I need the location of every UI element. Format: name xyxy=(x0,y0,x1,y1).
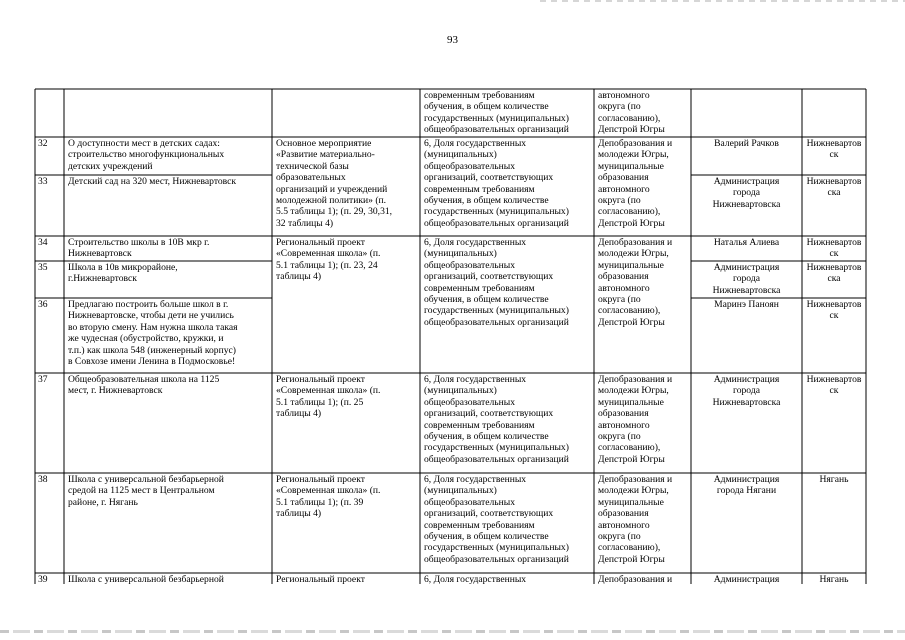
proposal-name: Строительство школы в 10В мкр г. Нижневартовск xyxy=(68,237,210,260)
city-cell: Нижневартов ска xyxy=(806,176,862,199)
row-number: 36 xyxy=(38,299,48,310)
indicator-cell: 6, Доля государственных (муниципальных) общеобразовательных организаций, соответствующих современным требованиям обучения, в общем количестве государственных (муниципальных) общеобразовательных организаций xyxy=(424,138,569,229)
city-cell: Нижневартов ск xyxy=(806,299,862,322)
author-cell: Наталья Алиева xyxy=(713,237,780,248)
proposal-name: Предлагаю построить больше школ в г. Нижневартовске, чтобы дети не учились во вторую смену. Нам нужна школа такая же чудесная (обустройство, кружки, и т.п.) как школа 548 (инженерный корпус) в Совхозе имени Ленина в Подмосковье! xyxy=(68,299,238,368)
row-number: 32 xyxy=(38,138,48,149)
proposal-name: Школа с универсальной безбарьерной средой на 1125 мест в Центральном районе, г. Нягань xyxy=(68,474,224,508)
page-number: 93 xyxy=(447,34,458,46)
proposal-name: Общеобразовательная школа на 1125 мест, г. Нижневартовск xyxy=(68,374,220,397)
executor-cell: Депобразования и xyxy=(598,574,673,585)
indicator-cell-cont: современным требованиям обучения, в общем количестве государственных (муниципальных) общеобразовательных организаций xyxy=(424,90,569,136)
indicator-cell: 6, Доля государственных (муниципальных) общеобразовательных организаций, соответствующих современным требованиям обучения, в общем количестве государственных (муниципальных) общеобразовательных организаций xyxy=(424,474,569,565)
proposal-name: Школа в 10в микрорайоне, г.Нижневартовск xyxy=(68,262,178,285)
author-cell: Администрация города Нижневартовска xyxy=(712,176,781,210)
city-cell: Нижневартов ск xyxy=(806,237,862,260)
event-cell: Региональный проект «Современная школа» (п. 5.1 таблицы 1); (п. 39 таблицы 4) xyxy=(276,474,381,520)
author-cell: Администрация города Нягани xyxy=(713,474,780,497)
event-cell: Региональный проект «Современная школа» (п. 5.1 таблицы 1); (п. 23, 24 таблицы 4) xyxy=(276,237,381,283)
row-number: 35 xyxy=(38,262,48,273)
author-cell: Администрация города Нижневартовска xyxy=(712,374,781,408)
executor-cell-cont: автономного округа (по согласованию), Депстрой Югры xyxy=(598,90,665,136)
author-cell: Маринэ Паноян xyxy=(714,299,779,310)
executor-cell: Депобразования и молодежи Югры, муниципальные образования автономного округа (по согласованию), Депстрой Югры xyxy=(598,138,673,229)
city-cell: Нижневартов ска xyxy=(806,262,862,285)
indicator-cell: 6, Доля государственных (муниципальных) общеобразовательных организаций, соответствующих современным требованиям обучения, в общем количестве государственных (муниципальных) общеобразовательных организаций xyxy=(424,237,569,328)
author-cell: Администрация xyxy=(713,574,780,585)
city-cell: Нягань xyxy=(819,474,849,485)
row-number: 37 xyxy=(38,374,48,385)
scan-artifact-bottom xyxy=(0,630,905,633)
row-number: 34 xyxy=(38,237,48,248)
row-number: 33 xyxy=(38,176,48,187)
executor-cell: Депобразования и молодежи Югры, муниципальные образования автономного округа (по согласованию), Депстрой Югры xyxy=(598,374,673,465)
event-cell: Региональный проект «Современная школа» (п. 5.1 таблицы 1); (п. 25 таблицы 4) xyxy=(276,374,381,420)
proposal-name: О доступности мест в детских садах: строительство многофункциональных детских учреждений xyxy=(68,138,225,172)
executor-cell: Депобразования и молодежи Югры, муниципальные образования автономного округа (по согласованию), Депстрой Югры xyxy=(598,474,673,565)
event-cell: Региональный проект xyxy=(276,574,365,585)
executor-cell: Депобразования и молодежи Югры, муниципальные образования автономного округа (по согласованию), Депстрой Югры xyxy=(598,237,673,328)
proposal-name: Школа с универсальной безбарьерной xyxy=(68,574,224,585)
city-cell: Нижневартов ск xyxy=(806,374,862,397)
city-cell: Нягань xyxy=(819,574,849,585)
author-cell: Администрация города Нижневартовска xyxy=(712,262,781,296)
proposal-name: Детский сад на 320 мест, Нижневартовск xyxy=(68,176,237,187)
author-cell: Валерий Рачков xyxy=(714,138,779,149)
city-cell: Нижневартов ск xyxy=(806,138,862,161)
indicator-cell: 6, Доля государственных xyxy=(424,574,527,585)
event-cell: Основное мероприятие «Развитие материально- технической базы образовательных организаций и учреждений молодежной политики» (п. 5.5 таблицы 1); (п. 29, 30,31, 32 таблицы 4) xyxy=(276,138,393,229)
row-number: 38 xyxy=(38,474,48,485)
row-number: 39 xyxy=(38,574,48,585)
indicator-cell: 6, Доля государственных (муниципальных) общеобразовательных организаций, соответствующих современным требованиям обучения, в общем количестве государственных (муниципальных) общеобразовательных организаций xyxy=(424,374,569,465)
